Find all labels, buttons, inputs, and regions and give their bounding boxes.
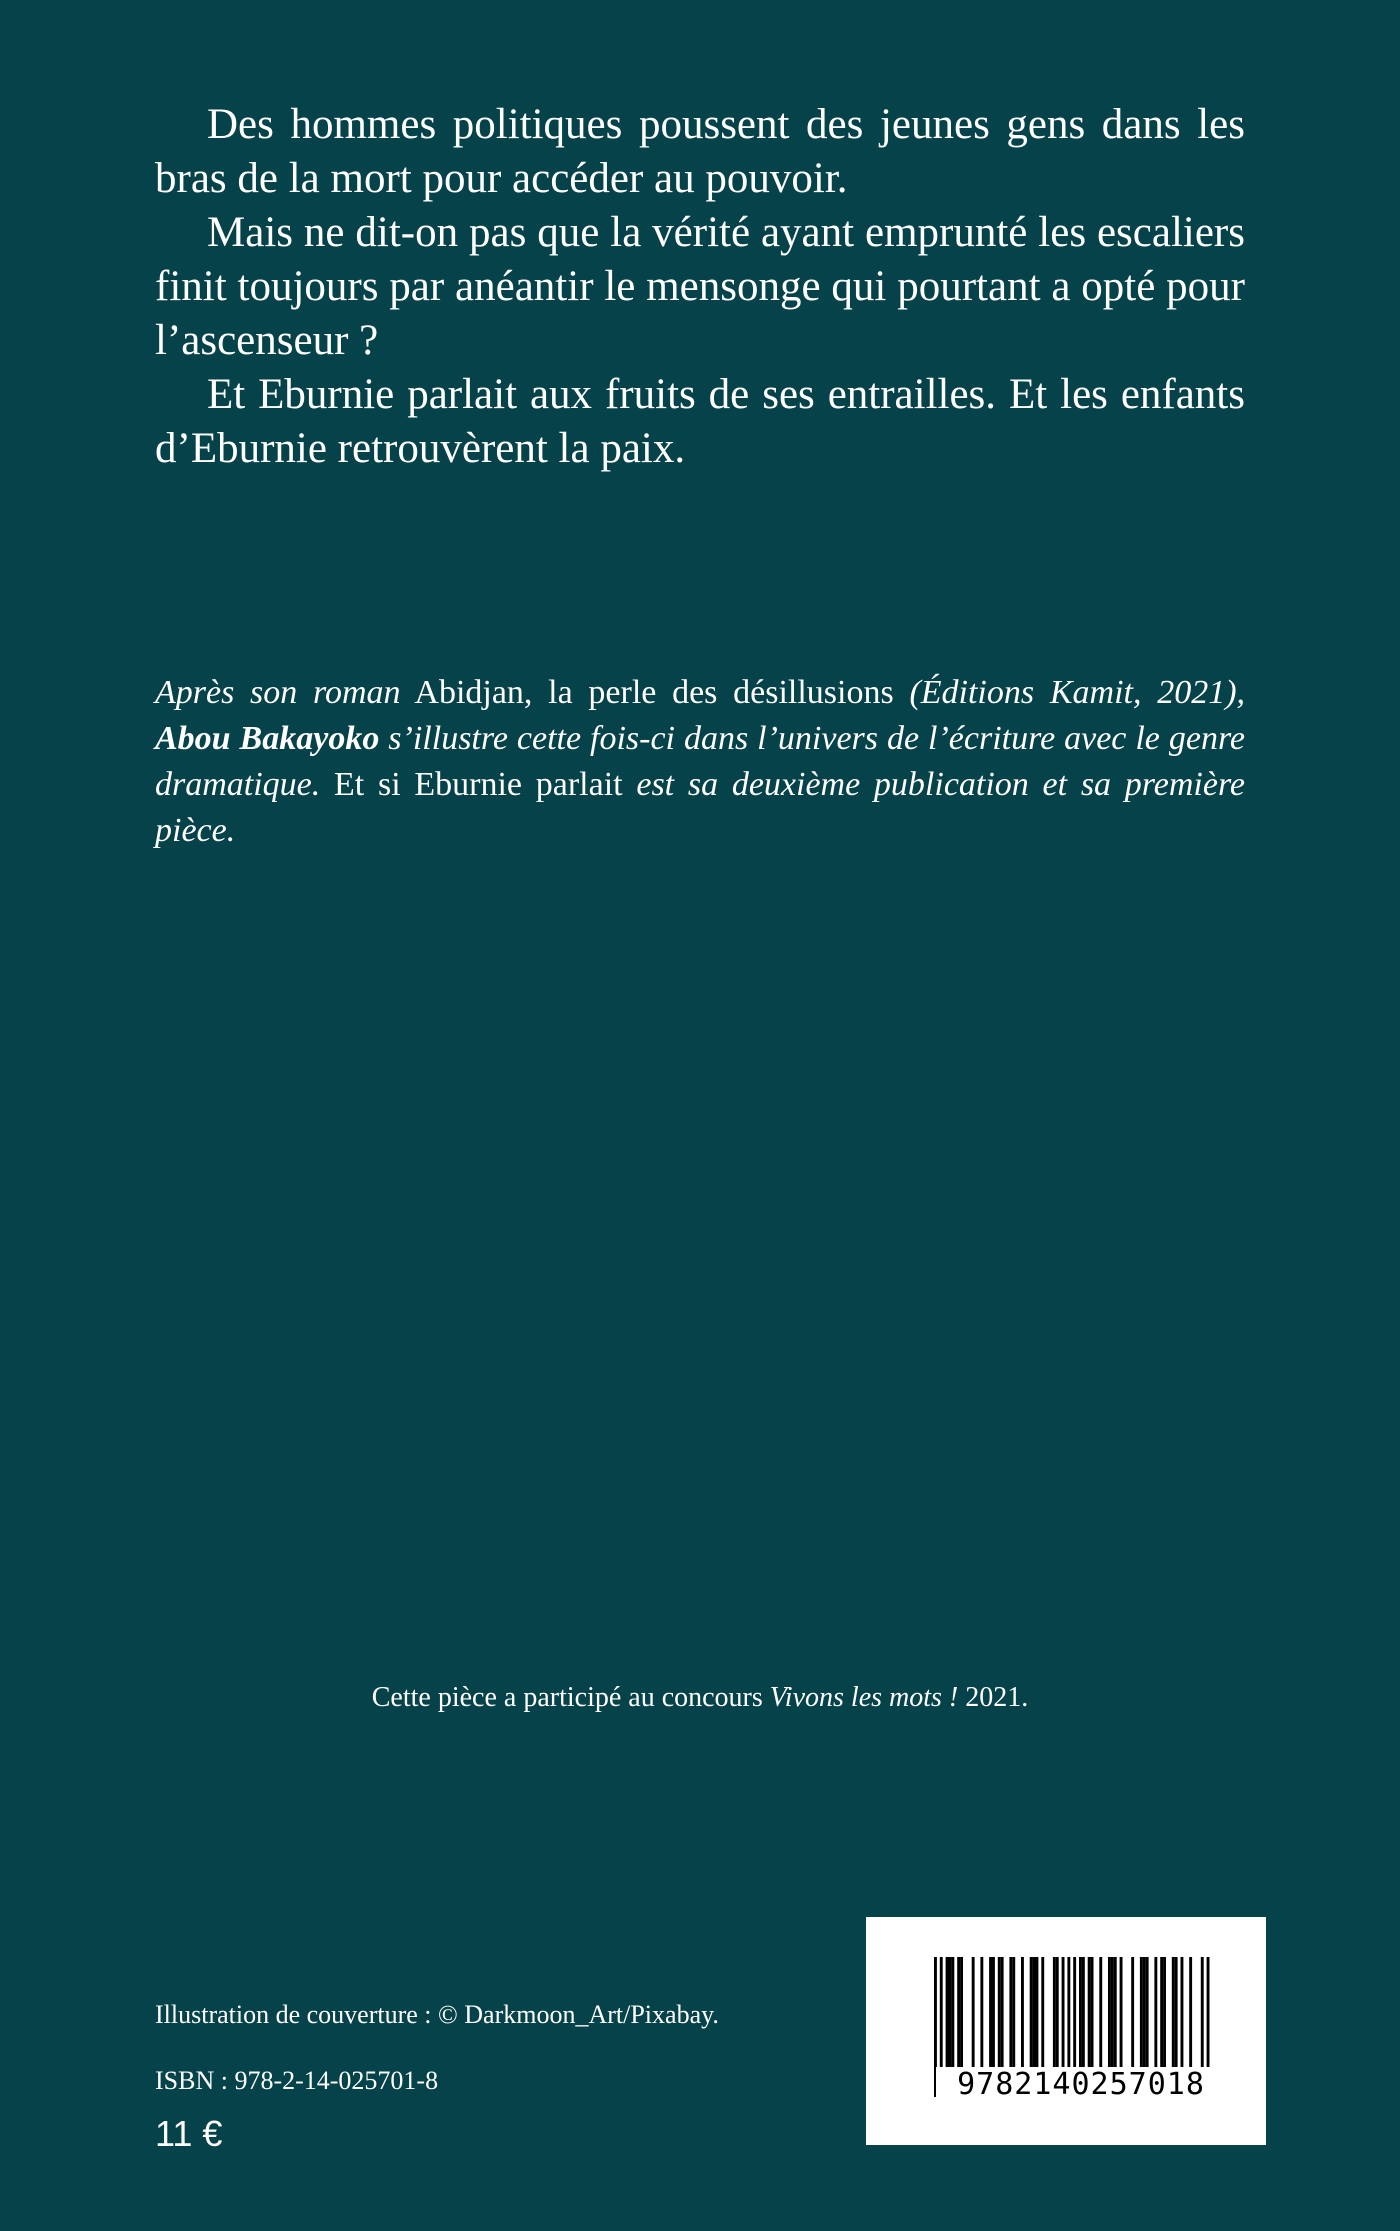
- barcode-bar: [1189, 1957, 1192, 2075]
- blurb-paragraph-2: Mais ne dit-on pas que la vérité ayant emprunté les escaliers finit toujours par anéantir le mensonge qui pourtant a opté pour l’ascenseur ?: [155, 209, 1245, 364]
- barcode-bar: [1041, 1957, 1044, 2075]
- barcode-bar: [1009, 1957, 1012, 2075]
- bio-intro: Après son roman: [155, 674, 401, 711]
- back-cover-blurb: [155, 98, 1245, 476]
- barcode-bar: [1079, 1957, 1082, 2075]
- price: 11 €: [155, 2113, 223, 2154]
- barcode-digits: 9782140257018: [936, 2067, 1226, 2102]
- contest-name: Vivons les mots !: [769, 1682, 959, 1713]
- barcode-bar: [1181, 1957, 1184, 2075]
- barcode-bar: [1012, 1957, 1015, 2075]
- barcode-bar: [1056, 1957, 1059, 2075]
- barcode-bar: [1114, 1957, 1117, 2075]
- barcode-bar: [1021, 1957, 1024, 2075]
- bio-novel-title: Abidjan, la perle des désillusions: [414, 674, 894, 711]
- barcode-bar: [951, 1957, 954, 2075]
- author-bio: [155, 670, 1245, 854]
- barcode-bar: [1154, 1957, 1157, 2075]
- barcode-bar: [1160, 1957, 1163, 2075]
- blurb-paragraph-1: Des hommes politiques poussent des jeunes gens dans les bras de la mort pour accéder au pouvoir.: [155, 101, 1245, 202]
- barcode-bar: [989, 1957, 992, 2075]
- barcode-bar: [1036, 1957, 1039, 2075]
- barcode-bar: [1099, 1957, 1102, 2075]
- barcode-bar: [1143, 1957, 1146, 2075]
- barcode-bar: [1111, 1957, 1114, 2075]
- blurb-paragraph-3: Et Eburnie parlait aux fruits de ses entrailles. Et les enfants d’Eburnie retrouvèrent la paix.: [155, 371, 1245, 472]
- contest-year: 2021.: [965, 1682, 1029, 1713]
- barcode-bar: [1172, 1957, 1175, 2075]
- barcode-bar: [960, 1957, 963, 2075]
- barcode-bar: [1053, 1957, 1056, 2075]
- barcode-bar: [1163, 1957, 1166, 2075]
- barcode-bar: [1082, 1957, 1085, 2075]
- bio-play-title: Et si Eburnie parlait: [334, 766, 623, 803]
- cover-credit: Illustration de couverture : © Darkmoon_Art/Pixabay.: [155, 2000, 719, 2029]
- barcode-bar: [992, 1957, 995, 2075]
- barcode-bar: [1131, 1957, 1134, 2075]
- barcode-bars: [866, 1917, 1266, 2145]
- barcode-bar: [1146, 1957, 1149, 2075]
- barcode-bar: [1030, 1957, 1033, 2075]
- barcode-bar: [998, 1957, 1001, 2075]
- bio-middle: s’illustre cette fois-ci dans l’univers de l’écriture avec le genre dramatique.: [155, 720, 1246, 803]
- barcode-bar: [949, 1957, 952, 2075]
- barcode-bar: [1033, 1957, 1036, 2075]
- contest-text: Cette pièce a participé au concours: [371, 1682, 763, 1713]
- bio-author-name: Abou Bakayoko: [155, 720, 380, 757]
- barcode-bar: [946, 1957, 949, 2075]
- barcode-bar: [1108, 1957, 1111, 2075]
- barcode-bar: [1175, 1957, 1178, 2075]
- barcode-bar: [1088, 1957, 1091, 2075]
- bio-publisher: (Éditions Kamit, 2021),: [909, 674, 1246, 711]
- barcode-bar: [1120, 1957, 1123, 2075]
- barcode-bar: [1140, 1957, 1143, 2075]
- contest-note: [0, 1680, 1400, 1716]
- barcode: [866, 1917, 1266, 2145]
- barcode-bar: [957, 1957, 960, 2075]
- isbn: ISBN : 978-2-14-025701-8: [155, 2066, 439, 2095]
- barcode-bar: [1091, 1957, 1094, 2075]
- barcode-bar: [1062, 1957, 1065, 2075]
- bio-end: est sa deuxième publication et sa première pièce.: [155, 766, 1246, 849]
- barcode-bar: [1001, 1957, 1004, 2075]
- barcode-bar: [972, 1957, 975, 2075]
- barcode-bar: [980, 1957, 983, 2075]
